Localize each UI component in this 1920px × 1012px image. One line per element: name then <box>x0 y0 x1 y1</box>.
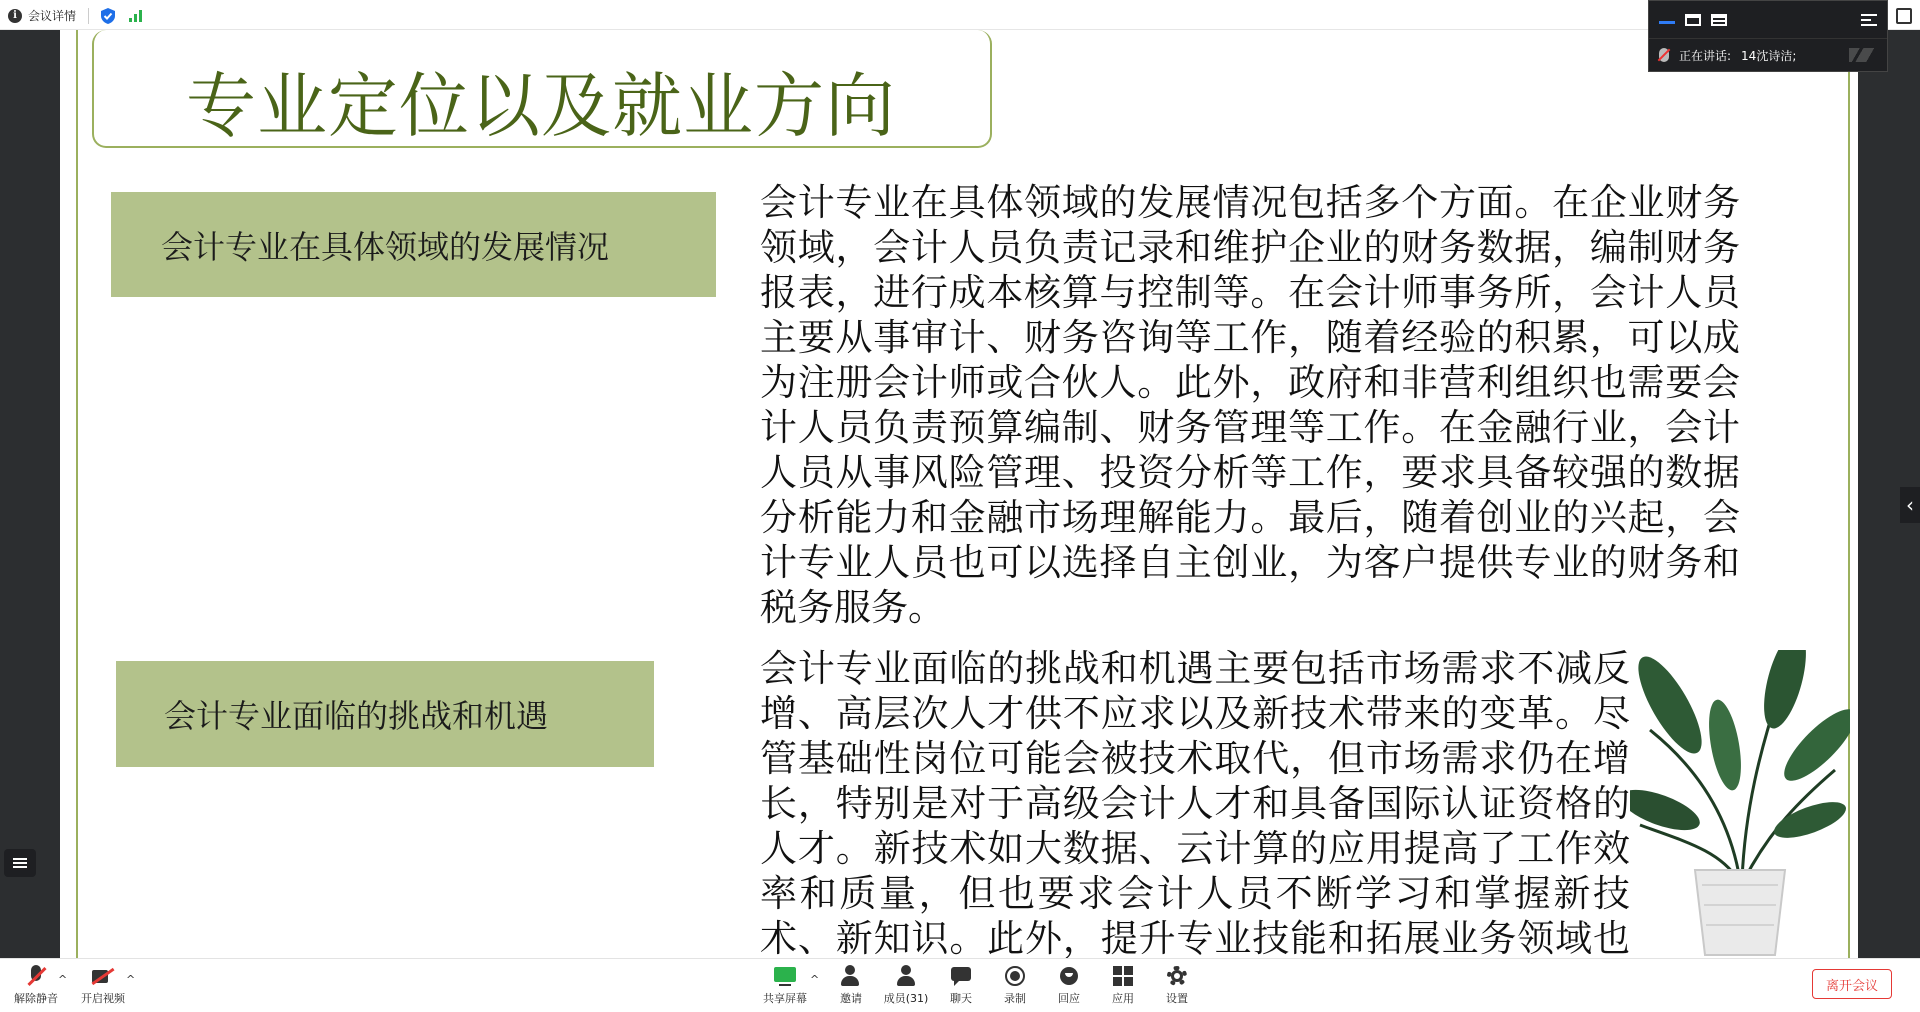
reaction-icon <box>1058 965 1080 987</box>
start-video-label: 开启视频 <box>81 992 125 1005</box>
muted-microphone-icon <box>25 965 47 987</box>
reactions-label: 回应 <box>1058 992 1080 1005</box>
info-icon: i <box>8 9 22 23</box>
leave-meeting-button[interactable]: 离开会议 <box>1812 969 1892 999</box>
share-screen-button[interactable] <box>757 965 813 1006</box>
share-options-caret[interactable]: ^ <box>810 973 820 986</box>
camera-off-icon <box>92 965 114 987</box>
record-button[interactable] <box>987 965 1043 1006</box>
invite-label: 邀请 <box>840 992 862 1005</box>
slide-accent-line-left <box>76 30 78 958</box>
section1-paragraph: 会计专业在具体领域的发展情况包括多个方面。在企业财务领域，会计人员负责记录和维护企业的财务数据，编制财务报表，进行成本核算与控制等。在会计师事务所，会计人员主要从事审计、财务咨询等工作，随着经验的积累，可以成为注册会计师或合伙人。此外，政府和非营利组织也需要会计人员负责预算编制、财务管理等工作。在金融行业，会计人员从事风险管理、投资分析等工作，要求具备较强的数据分析能力和金融市场理解能力。最后，随着创业的兴起，会计专业人员也可以选择自主创业，为客户提供专业的财务和税务服务。 <box>760 181 1740 629</box>
reactions-button[interactable] <box>1041 965 1097 1006</box>
apps-button[interactable] <box>1095 965 1151 1006</box>
section2-label-box <box>116 661 654 767</box>
audio-level-icon <box>1849 48 1877 62</box>
speaking-status <box>1649 39 1887 71</box>
invite-button[interactable] <box>823 965 879 1006</box>
share-screen-label: 共享屏幕 <box>763 992 807 1005</box>
potted-plant-image <box>1630 650 1850 958</box>
speaking-label: 正在讲话: <box>1679 48 1732 63</box>
share-screen-icon <box>774 965 796 987</box>
members-button[interactable] <box>878 965 934 1006</box>
invite-user-icon <box>840 965 862 987</box>
fullscreen-icon[interactable] <box>1896 8 1912 24</box>
start-video-button[interactable] <box>75 965 131 1006</box>
gear-icon <box>1166 965 1188 987</box>
minimize-icon[interactable] <box>1659 16 1675 24</box>
apps-label: 应用 <box>1112 992 1134 1005</box>
left-margin <box>0 30 60 958</box>
chat-icon <box>950 965 972 987</box>
chat-button[interactable] <box>933 965 989 1006</box>
members-icon <box>895 965 917 987</box>
slide-title: 专业定位以及就业方向 <box>186 65 896 147</box>
collapse-panel-icon[interactable] <box>1861 14 1877 26</box>
unmute-button[interactable] <box>8 965 64 1006</box>
audio-options-caret[interactable]: ^ <box>58 973 68 986</box>
network-signal-icon[interactable] <box>129 10 142 22</box>
speaking-panel-controls <box>1649 1 1887 39</box>
section2-label: 会计专业面临的挑战和机遇 <box>164 697 549 735</box>
muted-mic-icon <box>1659 48 1669 62</box>
chat-label: 聊天 <box>950 992 972 1005</box>
list-icon[interactable] <box>4 849 36 877</box>
settings-button[interactable] <box>1149 965 1205 1006</box>
meeting-info[interactable] <box>8 7 142 24</box>
apps-grid-icon <box>1112 965 1134 987</box>
settings-label: 设置 <box>1166 992 1188 1005</box>
section1-label: 会计专业在具体领域的发展情况 <box>161 227 610 266</box>
grid-view-icon[interactable] <box>1711 14 1727 26</box>
security-shield-icon[interactable] <box>101 8 115 24</box>
divider <box>88 8 89 24</box>
shared-slide <box>60 30 1858 958</box>
section2-paragraph: 会计专业面临的挑战和机遇主要包括市场需求不减反增、高层次人才供不应求以及新技术带来的变革。尽管基础性岗位可能会被技术取代，但市场需求仍在增长，特别是对于高级会计人才和具备国际认证资格的人才。新技术如大数据、云计算的应用提高了工作效率和质量，但也要求会计人员不断学习和掌握新技术、新知识。此外，提升专业技能和拓展业务领域也 <box>760 647 1630 958</box>
top-info-bar <box>0 0 1920 30</box>
video-options-caret[interactable]: ^ <box>126 973 136 986</box>
section1-label-box <box>111 192 716 297</box>
members-label: 成员(31) <box>883 992 929 1005</box>
meeting-info-label[interactable]: 会议详情 <box>28 9 77 23</box>
unmute-label: 解除静音 <box>14 992 58 1005</box>
meeting-toolbar <box>0 958 1920 1012</box>
speaking-panel <box>1648 0 1888 72</box>
speaker-name: 14沈诗洁; <box>1741 48 1797 63</box>
chevron-left-icon[interactable]: ‹ <box>1900 487 1920 523</box>
record-label: 录制 <box>1004 992 1026 1005</box>
record-icon <box>1004 965 1026 987</box>
window-icon[interactable] <box>1685 14 1701 26</box>
